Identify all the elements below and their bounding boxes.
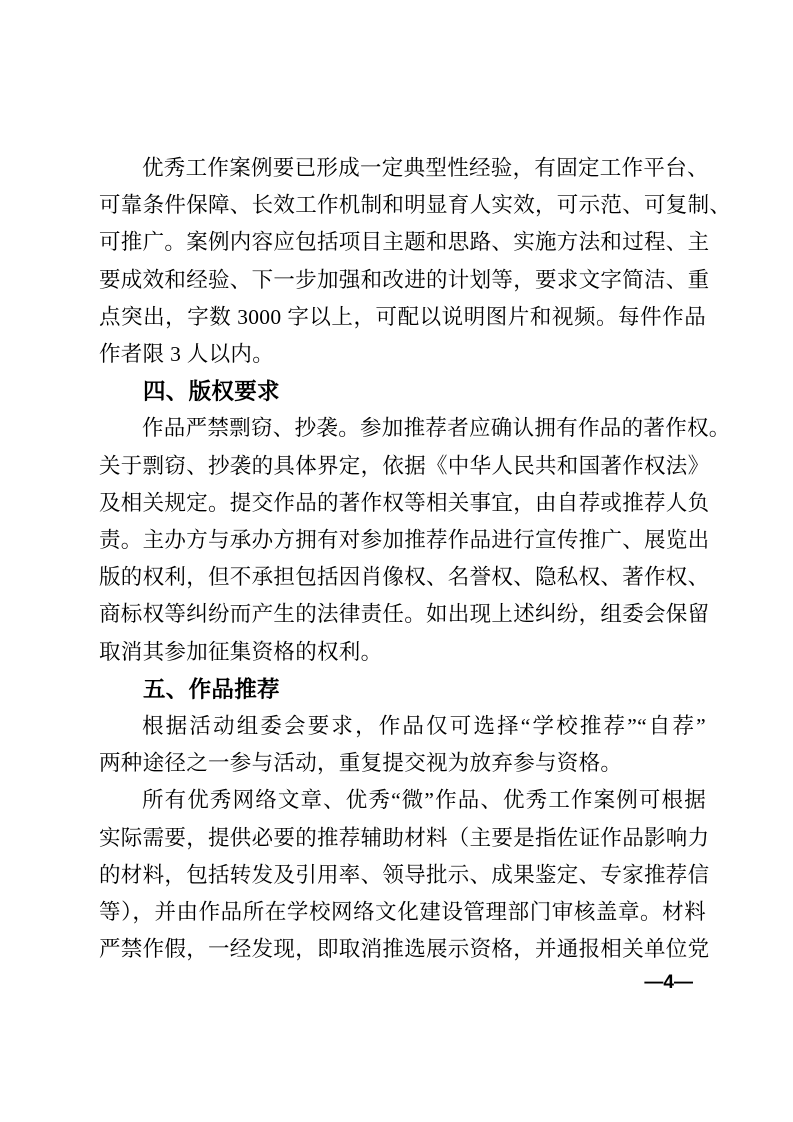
document-line: 可靠条件保障、长效工作机制和明显育人实效，可示范、可复制、 (99, 193, 732, 218)
document-line: 版的权利，但不承担包括因肖像权、名誉权、隐私权、著作权、 (99, 565, 710, 590)
document-line: 可推广。案例内容应包括项目主题和思路、实施方法和过程、主 (99, 230, 710, 255)
document-line: 点突出，字数 3000 字以上，可配以说明图片和视频。每件作品 (99, 304, 706, 329)
document-line: 关于剽窃、抄袭的具体界定，依据《中华人民共和国著作权法》 (99, 453, 710, 478)
document-line: 责。主办方与承办方拥有对参加推荐作品进行宣传推广、展览出 (99, 528, 710, 553)
page-number: —4— (644, 972, 693, 993)
document-line: 作者限 3 人以内。 (99, 342, 275, 367)
document-line: 商标权等纠纷而产生的法律责任。如出现上述纠纷，组委会保留 (99, 602, 710, 627)
document-line: 等），并由作品所在学校网络文化建设管理部门审核盖章。材料 (99, 900, 706, 925)
document-body (99, 150, 732, 968)
document-line: 所有优秀网络文章、优秀“微”作品、优秀工作案例可根据 (142, 788, 706, 813)
document-line: 及相关规定。提交作品的著作权等相关事宜，由自荐或推荐人负 (99, 490, 710, 515)
section-heading: 四、版权要求 (143, 379, 280, 405)
document-line: 优秀工作案例要已形成一定典型性经验，有固定工作平台、 (142, 156, 709, 180)
document-line: 要成效和经验、下一步加强和改进的计划等，要求文字简洁、重 (99, 267, 710, 292)
document-line: 的材料，包括转发及引用率、领导批示、成果鉴定、专家推荐信 (99, 862, 710, 887)
document-line: 实际需要，提供必要的推荐辅助材料（主要是指佐证作品影响力 (99, 825, 710, 850)
document-line: 取消其参加征集资格的权利。 (99, 639, 383, 664)
section-heading: 五、作品推荐 (143, 676, 280, 702)
document-line: 严禁作假，一经发现，即取消推选展示资格，并通报相关单位党 (99, 937, 710, 962)
document-line: 作品严禁剽窃、抄袭。参加推荐者应确认拥有作品的著作权。 (142, 416, 731, 441)
document-line: 根据活动组委会要求，作品仅可选择“学校推荐”“自荐” (142, 714, 706, 739)
document-line: 两种途径之一参与活动，重复提交视为放弃参与资格。 (99, 751, 623, 776)
